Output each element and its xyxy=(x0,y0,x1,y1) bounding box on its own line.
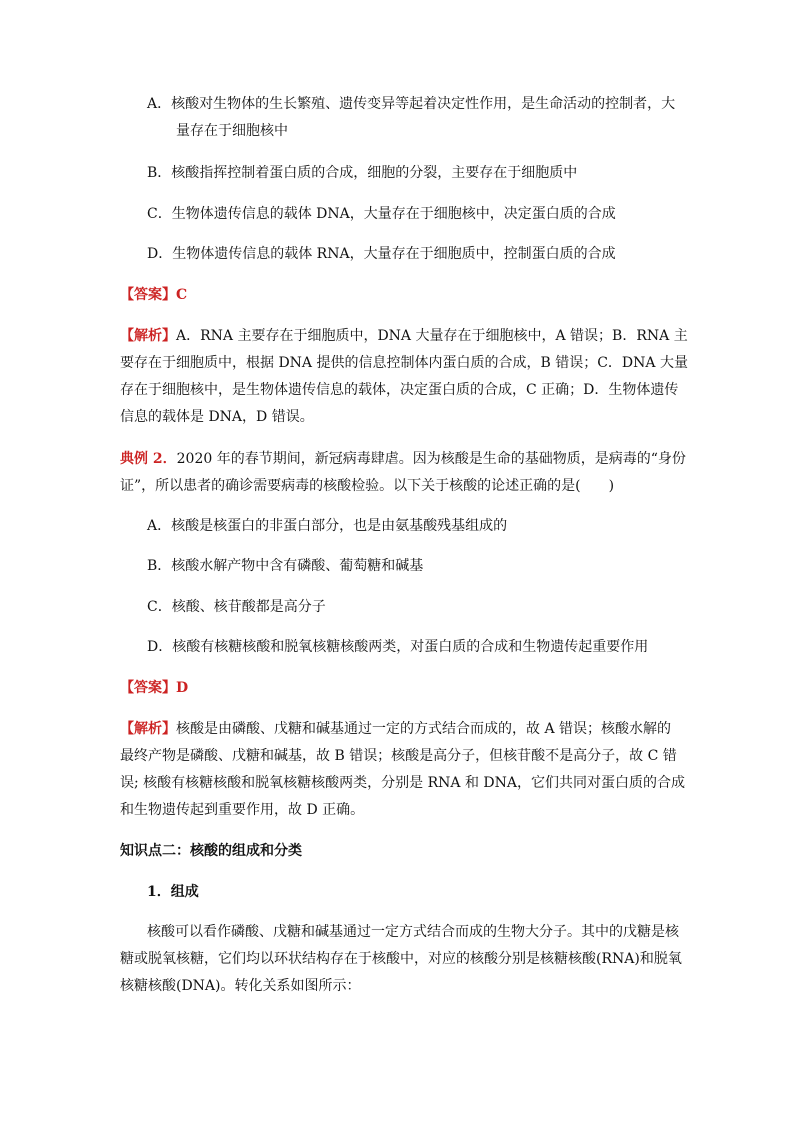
q1-answer-label: 【答案】 xyxy=(120,287,176,303)
q1-option-c: C．生物体遗传信息的载体 DNA，大量存在于细胞核中，决定蛋白质的合成 xyxy=(147,206,616,222)
q1-option-a-line1: A．核酸对生物体的生长繁殖、遗传变异等起着决定性作用，是生命活动的控制者，大 xyxy=(147,96,676,112)
q2-stem-text1: 2020 年的春节期间，新冠病毒肆虐。因为核酸是生命的基础物质，是病毒的“身份 xyxy=(176,451,686,467)
q1-analysis-label: 【解析】 xyxy=(120,328,176,344)
q1-option-a-line2: 量存在于细胞核中 xyxy=(176,123,288,139)
q1-analysis-text1: A．RNA 主要存在于细胞质中，DNA 大量存在于细胞核中，A 错误；B．RNA 主 xyxy=(176,328,688,344)
q1-option-d: D．生物体遗传信息的载体 RNA，大量存在于细胞质中，控制蛋白质的合成 xyxy=(147,246,616,262)
q2-option-b: B．核酸水解产物中含有磷酸、葡萄糖和碱基 xyxy=(147,558,424,574)
q2-example-label: 典例 2． xyxy=(120,451,177,467)
section-heading: 知识点二：核酸的组成和分类 xyxy=(120,843,302,859)
q1-answer xyxy=(120,285,187,305)
q2-stem-line2: 证”，所以患者的确诊需要病毒的核酸检验。以下关于核酸的论述正确的是( ) xyxy=(120,478,615,494)
q2-option-d: D．核酸有核糖核酸和脱氧核糖核酸两类，对蛋白质的合成和生物遗传起重要作用 xyxy=(147,639,649,655)
q2-analysis-line2: 最终产物是磷酸、戊糖和碱基，故 B 错误；核酸是高分子，但核苷酸不是高分子，故 C 错 xyxy=(120,748,677,764)
q1-analysis-line4: 信息的载体是 DNA，D 错误。 xyxy=(120,409,314,425)
q1-analysis-line1 xyxy=(120,326,688,346)
q2-answer xyxy=(120,678,188,698)
q1-option-b: B．核酸指挥控制着蛋白质的合成，细胞的分裂，主要存在于细胞质中 xyxy=(147,165,578,181)
q2-analysis-line3: 误; 核酸有核糖核酸和脱氧核糖核酸两类，分别是 RNA 和 DNA，它们共同对蛋白质的合成 xyxy=(120,775,686,791)
section-para-line3: 核糖核酸(DNA)。转化关系如图所示： xyxy=(120,978,361,994)
q2-option-a: A．核酸是核蛋白的非蛋白部分，也是由氨基酸残基组成的 xyxy=(147,518,508,534)
q2-analysis-label: 【解析】 xyxy=(120,721,176,737)
section-para-line2: 糖或脱氧核糖，它们均以环状结构存在于核酸中，对应的核酸分别是核糖核酸(RNA)和脱氧 xyxy=(120,951,682,967)
q1-analysis-line2: 要存在于细胞质中，根据 DNA 提供的信息控制体内蛋白质的合成，B 错误；C．DNA 大量 xyxy=(120,355,688,371)
section-sub-heading: 1．组成 xyxy=(147,884,199,900)
q2-answer-value: D xyxy=(176,680,189,696)
section-para-line1: 核酸可以看作磷酸、戊糖和碱基通过一定方式结合而成的生物大分子。其中的戊糖是核 xyxy=(147,924,679,940)
q2-analysis-line1 xyxy=(120,719,671,739)
q1-analysis-line3: 存在于细胞核中，是生物体遗传信息的载体，决定蛋白质的合成，C 正确；D．生物体遗传 xyxy=(120,382,679,398)
q2-stem-line1 xyxy=(120,449,686,469)
q2-analysis-line4: 和生物遗传起到重要作用，故 D 正确。 xyxy=(120,802,365,818)
q1-answer-value: C xyxy=(176,287,188,303)
q2-answer-label: 【答案】 xyxy=(120,680,176,696)
q2-analysis-text1: 核酸是由磷酸、戊糖和碱基通过一定的方式结合而成的，故 A 错误；核酸水解的 xyxy=(176,721,672,737)
q2-option-c: C．核酸、核苷酸都是高分子 xyxy=(147,599,326,615)
